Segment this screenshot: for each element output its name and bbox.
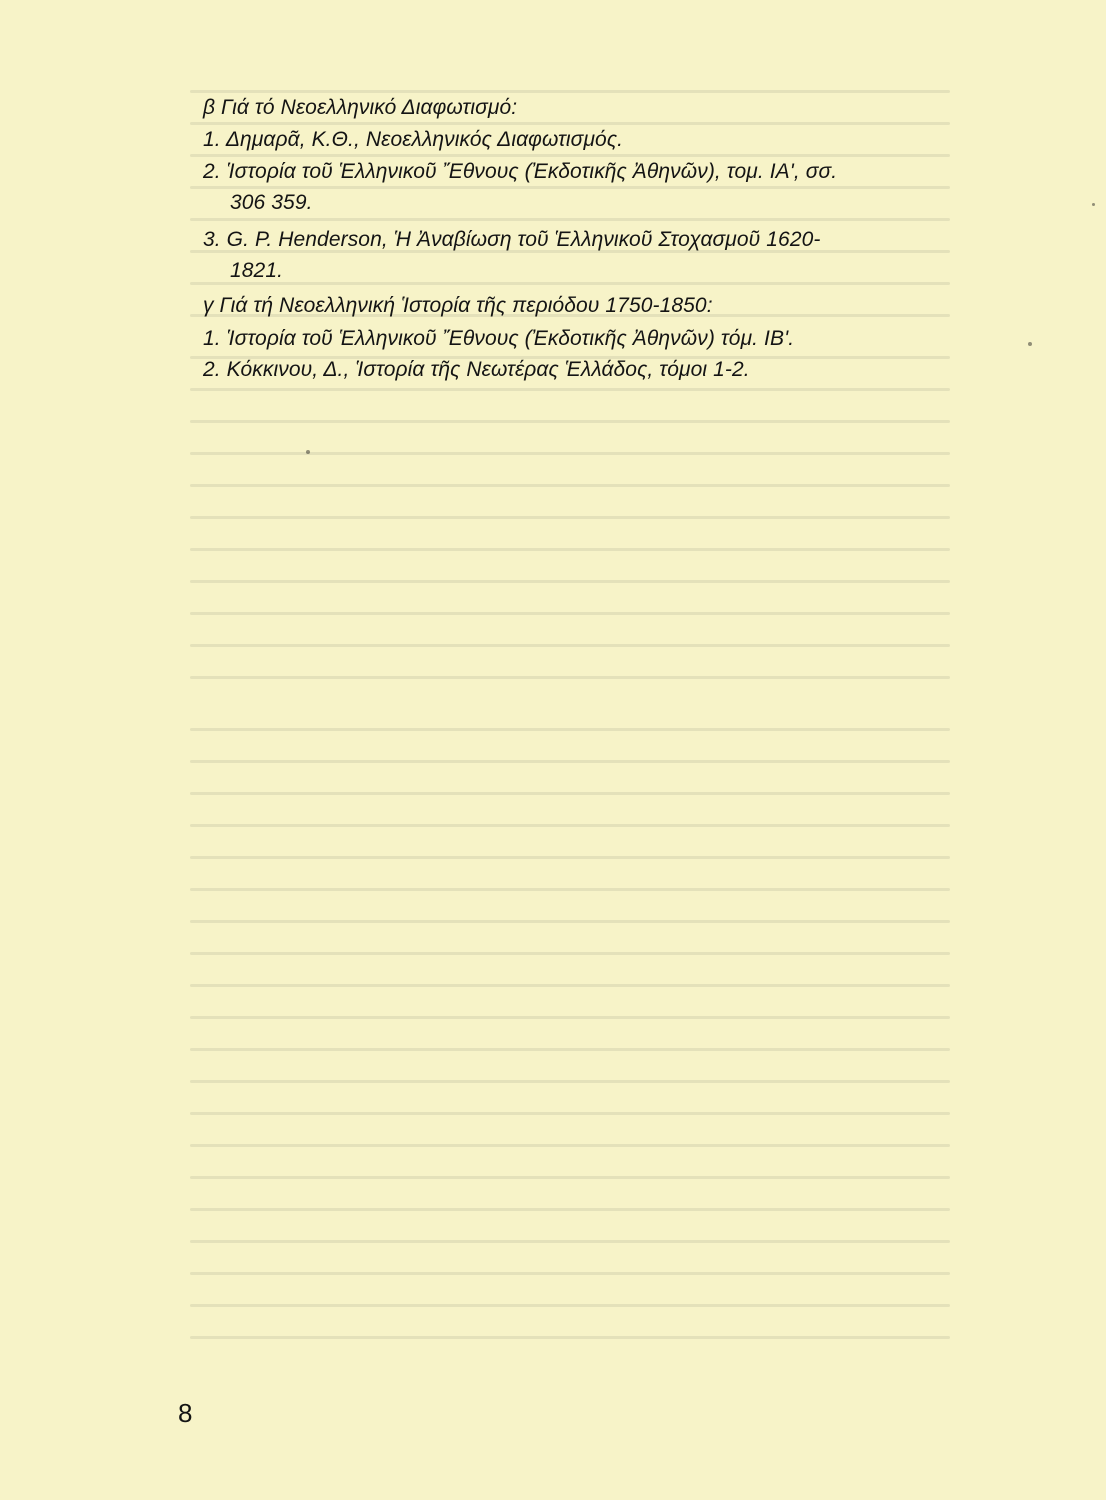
reference-item-continuation: 1821. <box>230 259 284 282</box>
reference-item-continuation: 306 359. <box>230 191 313 214</box>
reference-item: 2. Κόκκινου, Δ., Ἱστορία τῆς Νεωτέρας Ἑλλάδος, τόμοι 1-2. <box>203 358 750 381</box>
section-heading-history: γ Γιά τή Νεοελληνική Ἱστορία τῆς περιόδου 1750-1850: <box>203 294 713 317</box>
section-heading-enlightenment: β Γιά τό Νεοελληνικό Διαφωτισμό: <box>203 96 518 119</box>
reference-item: 3. G. P. Henderson, Ἡ Ἀναβίωση τοῦ Ἑλληνικοῦ Στοχασμοῦ 1620- <box>203 228 821 251</box>
reference-item: 2. Ἱστορία τοῦ Ἑλληνικοῦ Ἔθνους (Ἐκδοτικῆς Ἀθηνῶν), τομ. ΙΑ', σσ. <box>203 160 838 183</box>
paper-speck <box>306 450 310 454</box>
reference-item: 1. Δημαρᾶ, Κ.Θ., Νεοελληνικός Διαφωτισμός. <box>203 128 624 151</box>
paper-speck <box>1092 203 1095 206</box>
paper-speck <box>1028 342 1032 346</box>
reference-item: 1. Ἱστορία τοῦ Ἑλληνικοῦ Ἔθνους (Ἐκδοτικῆς Ἀθηνῶν) τόμ. ΙΒ'. <box>203 327 795 350</box>
page-number: 8 <box>178 1398 193 1428</box>
